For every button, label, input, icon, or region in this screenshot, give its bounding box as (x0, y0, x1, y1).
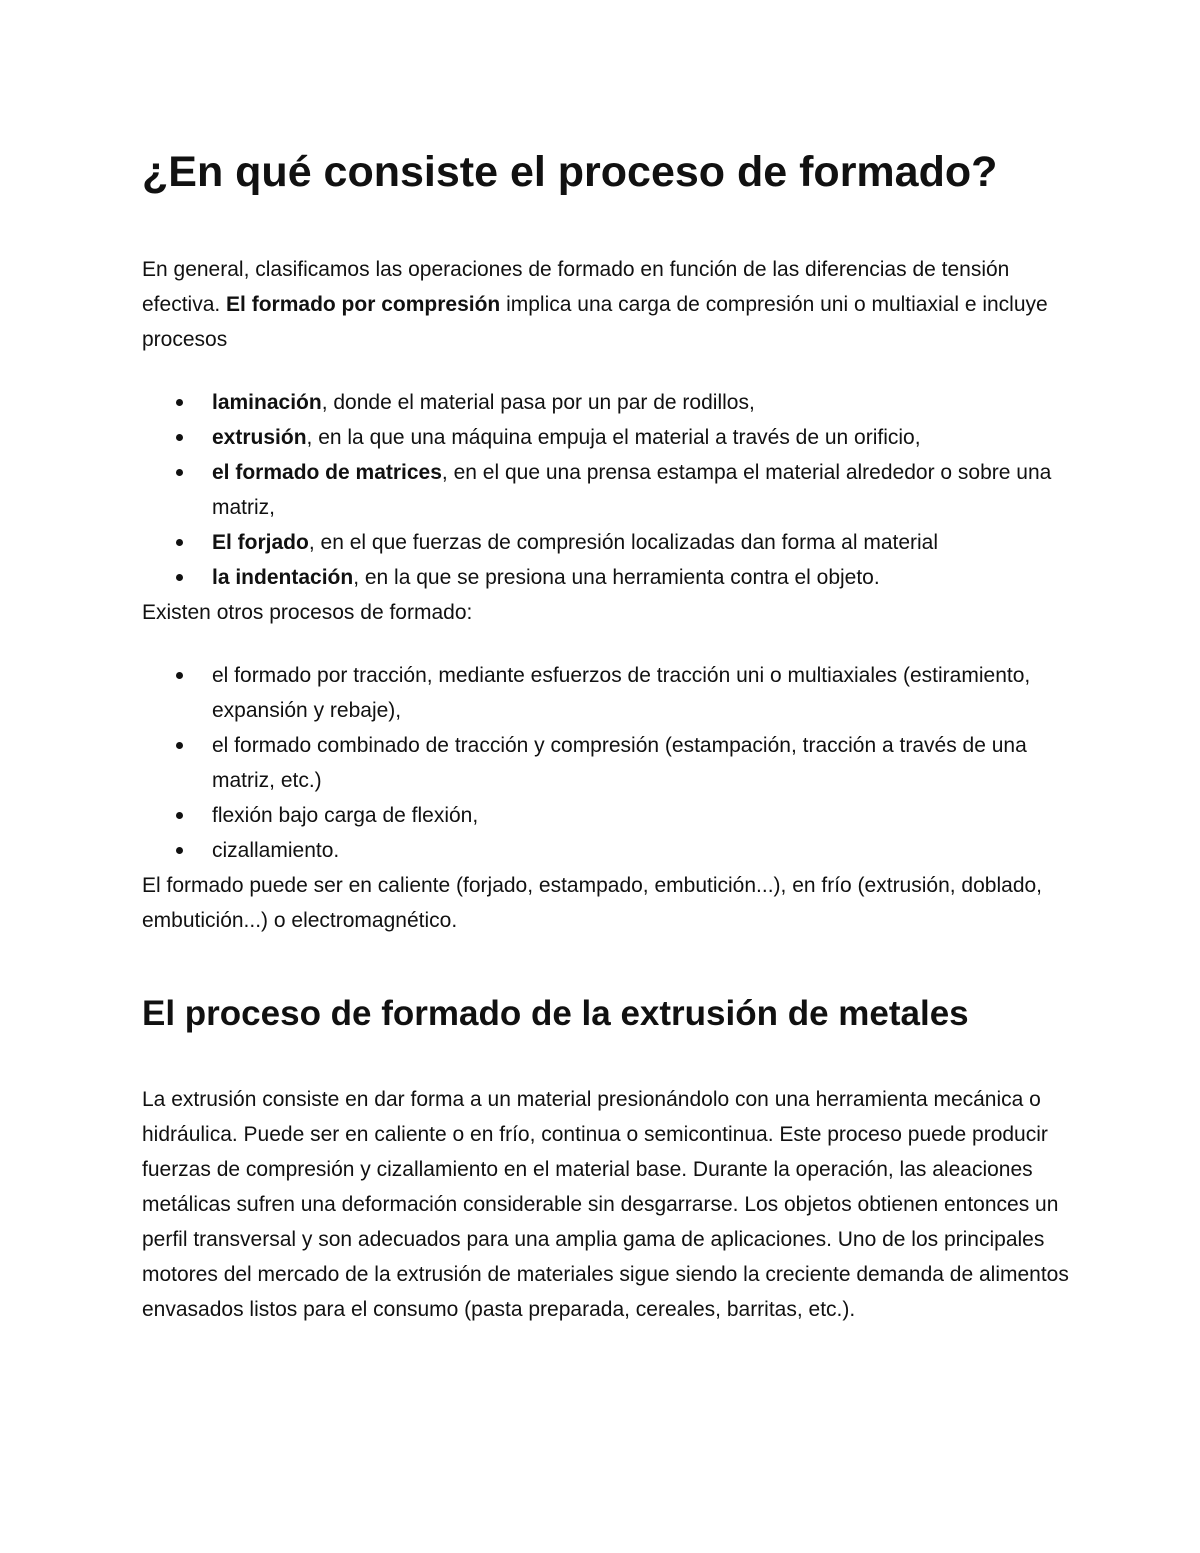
closing-paragraph: El formado puede ser en caliente (forjado, estampado, embutición...), en frío (extrusión, doblado, embutición...) o electromagnético. (142, 874, 1043, 932)
list-item (142, 728, 1072, 798)
list-item-term: extrusión (212, 426, 307, 449)
bullet-icon (176, 847, 183, 854)
list-item-text: cizallamiento. (212, 839, 340, 862)
bullet-icon (176, 672, 183, 679)
intro-text-after: implica una carga de compresión uni o multiaxial e incluye procesos (142, 293, 1048, 351)
list-item (142, 525, 1072, 560)
bullet-icon (176, 574, 183, 581)
compression-process-list (142, 385, 1072, 595)
list-item-text: , en el que fuerzas de compresión localizadas dan forma al material (308, 531, 939, 554)
extrusion-paragraph: La extrusión consiste en dar forma a un material presionándolo con una herramienta mecánica o hidráulica. Puede ser en caliente o en frío, continua o semicontinua. Este proceso puede producir fuerzas de compresión y cizallamiento en el material base. Durante la operación, las aleaciones metálicas sufren una deformación considerable sin desgarrarse. Los objetos obtienen entonces un perfil transversal y son adecuados para una amplia gama de aplicaciones. Uno de los principales motores del mercado de la extrusión de materiales sigue siendo la creciente demanda de alimentos envasados listos para el consumo (pasta preparada, cereales, barritas, etc.). (142, 1088, 1069, 1321)
intro-paragraph (142, 252, 1072, 357)
list-item (142, 560, 1072, 595)
bullet-icon (176, 812, 183, 819)
list-item-term: la indentación (212, 566, 354, 589)
list-item (142, 455, 1072, 525)
list-item-text: el formado por tracción, mediante esfuerzos de tracción uni o multiaxiales (estiramiento, expansión y rebaje), (212, 664, 1031, 722)
list-item-text: , en el que una prensa estampa el material alrededor o sobre una matriz, (212, 461, 1052, 519)
list-item (142, 798, 1072, 833)
intro-bold-term: El formado por compresión (226, 293, 501, 316)
list-item (142, 833, 1072, 868)
list-item-text: , en la que se presiona una herramienta contra el objeto. (353, 566, 880, 589)
list-item-text: , donde el material pasa por un par de rodillos, (321, 391, 755, 414)
bullet-icon (176, 539, 183, 546)
list-item-term: El forjado (212, 531, 309, 554)
document-page (142, 140, 1072, 1327)
section-heading: El proceso de formado de la extrusión de metales (142, 994, 969, 1033)
list-item (142, 658, 1072, 728)
bullet-icon (176, 434, 183, 441)
bullet-icon (176, 742, 183, 749)
list-item-term: el formado de matrices (212, 461, 442, 484)
list-item-text: , en la que una máquina empuja el material a través de un orificio, (306, 426, 921, 449)
intro-text-before: En general, clasificamos las operaciones de formado en función de las diferencias de tensión efectiva. (142, 258, 1010, 316)
list-item-text: flexión bajo carga de flexión, (212, 804, 479, 827)
list-item-text: el formado combinado de tracción y compresión (estampación, tracción a través de una matriz, etc.) (212, 734, 1027, 792)
bullet-icon (176, 399, 183, 406)
list-item (142, 420, 1072, 455)
main-heading: ¿En qué consiste el proceso de formado? (142, 148, 998, 196)
bullet-icon (176, 469, 183, 476)
other-processes-intro: Existen otros procesos de formado: (142, 601, 473, 624)
list-item (142, 385, 1072, 420)
list-item-term: laminación (212, 391, 322, 414)
other-process-list (142, 658, 1072, 868)
